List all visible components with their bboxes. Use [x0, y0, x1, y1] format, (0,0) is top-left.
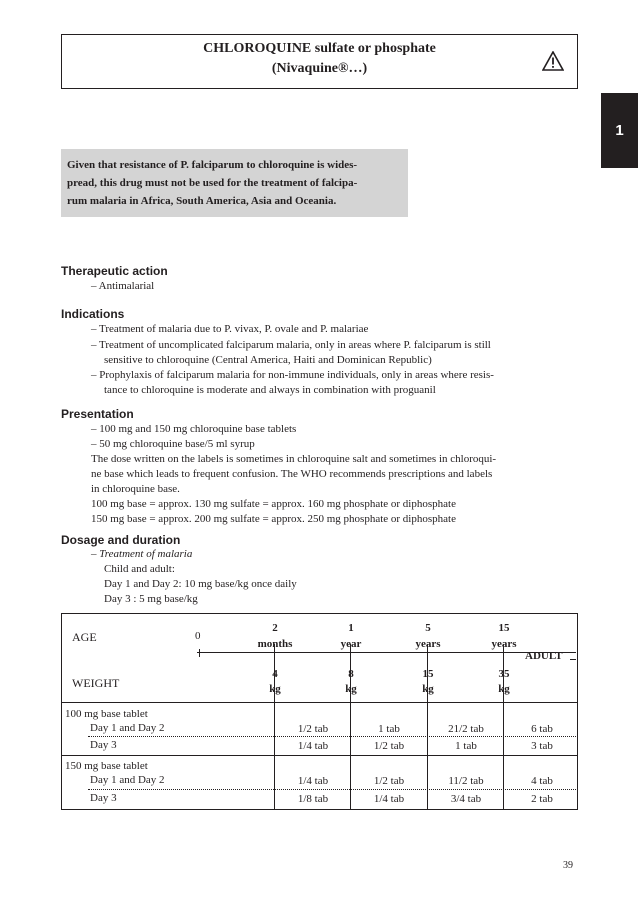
table-cell: 3 tab [531, 740, 553, 752]
indication-item: – Prophylaxis of falciparum malaria for non-immune individuals, only in areas where resis- [91, 369, 494, 381]
table-cell: 4 tab [531, 775, 553, 787]
table-cell: 6 tab [531, 723, 553, 735]
weight-col-unit: kg [345, 683, 357, 695]
table-cell: 1/8 tab [297, 793, 329, 805]
page-subtitle: (Nivaquine®…) [271, 61, 368, 76]
adult-label: ADULT [525, 650, 563, 662]
presentation-item: – 100 mg and 150 mg chloroquine base tablets [91, 423, 297, 435]
dosage-table [61, 613, 578, 810]
section-heading-indications: Indications [61, 307, 125, 321]
section-heading-therapeutic-action: Therapeutic action [61, 264, 168, 278]
presentation-item: ne base which leads to frequent confusion. The WHO recommends prescriptions and labels [91, 468, 493, 480]
indication-item: – Treatment of malaria due to P. vivax, P. ovale and P. malariae [91, 323, 369, 335]
column-divider [427, 644, 428, 809]
column-divider [274, 644, 275, 809]
dosage-item: Day 3 : 5 mg base/kg [104, 593, 198, 605]
weight-col-num: 35 [498, 668, 510, 680]
weight-col-num: 15 [422, 668, 434, 680]
chapter-tab: 1 [601, 93, 638, 168]
section-heading-presentation: Presentation [61, 407, 134, 421]
page-title: CHLOROQUINE sulfate or phosphate [203, 41, 436, 56]
table-row-label: Day 3 [90, 792, 117, 804]
presentation-item: – 50 mg chloroquine base/5 ml syrup [91, 438, 255, 450]
weight-label: WEIGHT [72, 676, 120, 690]
table-group-title: 150 mg base tablet [65, 760, 148, 772]
indication-item: tance to chloroquine is moderate and always in combination with proguanil [104, 384, 436, 396]
age-col-unit: years [491, 638, 517, 650]
warning-triangle-icon [542, 51, 564, 71]
warning-line: rum malaria in Africa, South America, Asia and Oceania. [67, 195, 337, 207]
weight-col-unit: kg [269, 683, 281, 695]
age-col-unit: years [415, 638, 441, 650]
column-divider [350, 644, 351, 809]
table-row-label: Day 1 and Day 2 [90, 722, 165, 734]
therapeutic-action-item: – Antimalarial [91, 280, 155, 292]
table-cell: 1/4 tab [297, 775, 329, 787]
table-cell: 1/4 tab [297, 740, 329, 752]
dosage-item: Day 1 and Day 2: 10 mg base/kg once daily [104, 578, 297, 590]
dosage-item: – Treatment of malaria [91, 548, 193, 560]
presentation-item: in chloroquine base. [91, 483, 180, 495]
table-cell: 1/2 tab [297, 723, 329, 735]
age-col-unit: months [257, 638, 293, 650]
table-row-label: Day 1 and Day 2 [90, 774, 165, 786]
table-cell: 3/4 tab [450, 793, 482, 805]
warning-line: pread, this drug must not be used for the treatment of falcipa- [67, 177, 358, 189]
adult-mark [570, 659, 576, 660]
table-cell: 1/2 tab [373, 775, 405, 787]
page-number: 39 [563, 860, 573, 871]
axis-tick [199, 649, 200, 657]
age-col-num: 5 [425, 622, 431, 634]
group-divider [62, 755, 577, 756]
table-cell: 1/4 tab [373, 793, 405, 805]
age-col-num: 2 [272, 622, 278, 634]
table-cell: 1 tab [455, 740, 477, 752]
dosage-item: Child and adult: [104, 563, 175, 575]
age-col-unit: year [340, 638, 362, 650]
weight-col-num: 4 [272, 668, 278, 680]
table-cell: 21/2 tab [448, 723, 484, 735]
weight-col-unit: kg [498, 683, 510, 695]
weight-col-num: 8 [348, 668, 354, 680]
row-divider [88, 736, 576, 737]
presentation-item: The dose written on the labels is sometimes in chloroquine salt and sometimes in chloroqui- [91, 453, 497, 465]
table-group-title: 100 mg base tablet [65, 708, 148, 720]
age-zero: 0 [195, 630, 201, 642]
presentation-item: 150 mg base = approx. 200 mg sulfate = approx. 250 mg phosphate or diphosphate [91, 513, 456, 525]
weight-col-unit: kg [422, 683, 434, 695]
row-divider [88, 789, 576, 790]
age-label: AGE [72, 630, 97, 644]
section-heading-dosage: Dosage and duration [61, 533, 181, 547]
table-cell: 11/2 tab [448, 775, 484, 787]
title-box [61, 34, 578, 89]
warning-line: Given that resistance of P. falciparum to chloroquine is wides- [67, 159, 358, 171]
table-cell: 1/2 tab [373, 740, 405, 752]
column-divider [503, 644, 504, 809]
age-col-num: 15 [498, 622, 510, 634]
warning-box [61, 149, 408, 217]
age-col-num: 1 [348, 622, 354, 634]
table-cell: 1 tab [378, 723, 400, 735]
age-weight-axis [197, 652, 576, 653]
presentation-item: 100 mg base = approx. 130 mg sulfate = approx. 160 mg phosphate or diphosphate [91, 498, 456, 510]
table-header-divider [62, 702, 577, 703]
table-cell: 2 tab [531, 793, 553, 805]
indication-item: – Treatment of uncomplicated falciparum malaria, only in areas where P. falciparum is still [91, 339, 491, 351]
table-row-label: Day 3 [90, 739, 117, 751]
indication-item: sensitive to chloroquine (Central America, Haiti and Dominican Republic) [104, 354, 432, 366]
